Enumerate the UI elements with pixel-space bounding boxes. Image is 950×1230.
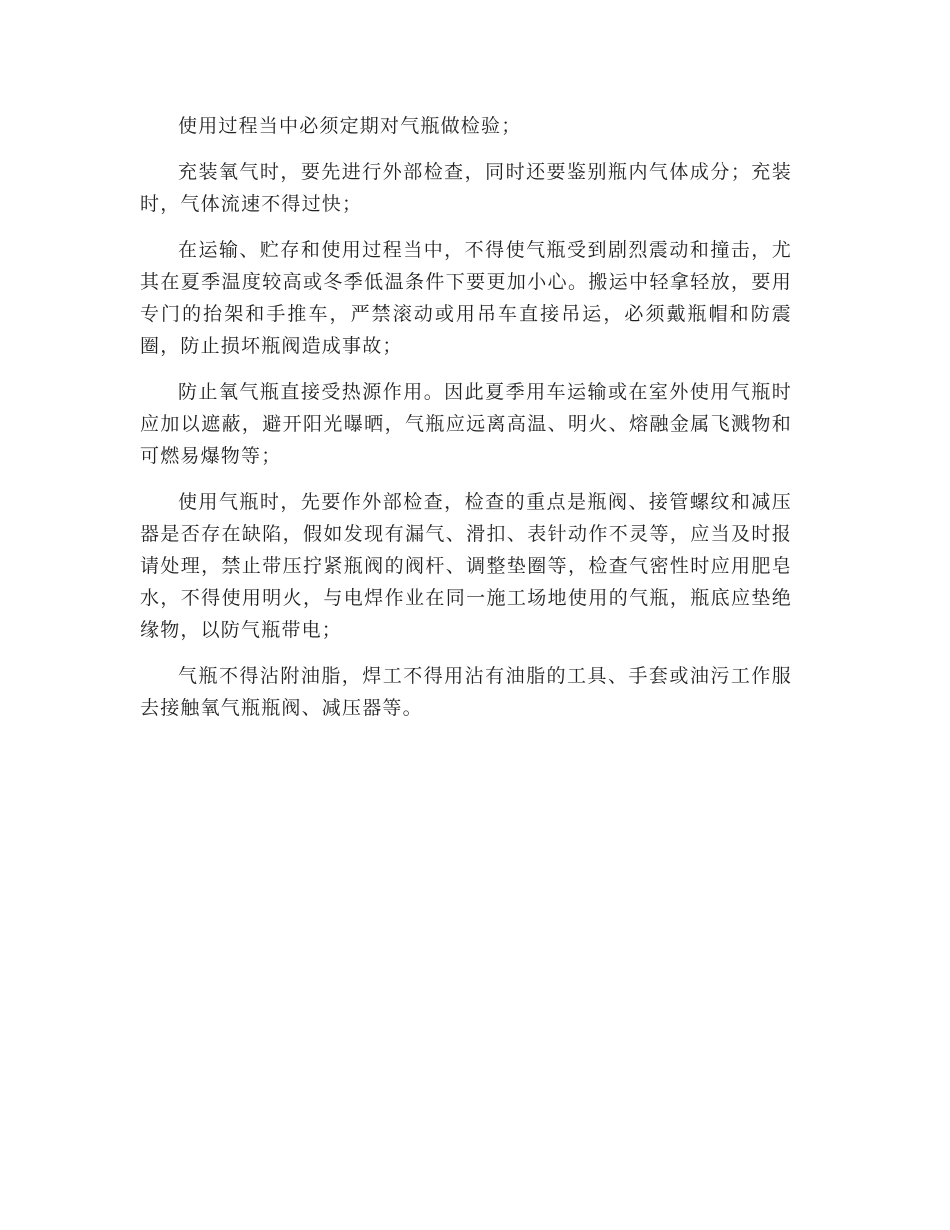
document-body [140, 110, 792, 738]
paragraph-external-check: 使用气瓶时，先要作外部检查，检查的重点是瓶阀、接管螺纹和减压器是否存在缺陷，假如发现有漏气、滑扣、表针动作不灵等，应当及时报请处理，禁止带压拧紧瓶阀的阀杆、调整垫圈等，检查气密性时应用肥皂水，不得使用明火，与电焊作业在同一施工场地使用的气瓶，瓶底应垫绝缘物，以防气瓶带电； [140, 491, 792, 641]
paragraph-regular-inspection: 使用过程当中必须定期对气瓶做检验； [178, 115, 522, 137]
paragraph-filling-oxygen: 充装氧气时，要先进行外部检查，同时还要鉴别瓶内气体成分；充装时，气体流速不得过快； [140, 161, 792, 215]
paragraph-heat-protection: 防止氧气瓶直接受热源作用。因此夏季用车运输或在室外使用气瓶时应加以遮蔽，避开阳光曝晒，气瓶应远离高温、明火、熔融金属飞溅物和可燃易爆物等； [140, 381, 792, 467]
paragraph-transport-storage: 在运输、贮存和使用过程当中，不得使气瓶受到剧烈震动和撞击，尤其在夏季温度较高或冬季低温条件下要更加小心。搬运中轻拿轻放，要用专门的抬架和手推车，严禁滚动或用吊车直接吊运，必须戴瓶帽和防震圈，防止损坏瓶阀造成事故； [140, 239, 792, 357]
paragraph-grease-warning: 气瓶不得沾附油脂，焊工不得用沾有油脂的工具、手套或油污工作服去接触氧气瓶瓶阀、减压器等。 [140, 665, 792, 719]
